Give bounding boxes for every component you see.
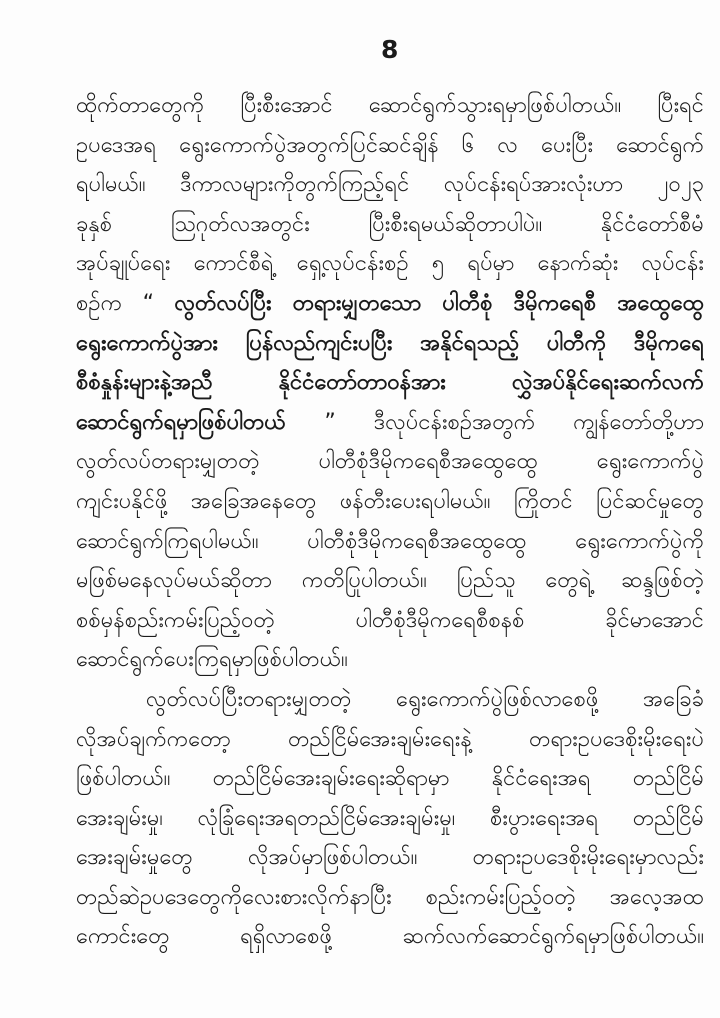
page-number: 8 [381,35,399,64]
text-line-14 [76,601,704,641]
text-line-13 [76,561,704,601]
text-line-19 [76,799,704,839]
line-text-bold: ရွေးကောက်ပွဲအား ပြန်လည်ကျင်းပပြီး အနိုင်ရသည့် ပါတီကို ဒီမိုကရေ [76,330,704,356]
line-text: မဖြစ်မနေလုပ်မယ်ဆိုတာ ကတိပြုပါတယ်။ ပြည်သူ တွေရဲ့ ဆန္ဒဖြစ်တဲ့ [76,568,704,594]
line-text: အေးချမ်းမှုတွေ လိုအပ်မှာဖြစ်ပါတယ်။ တရားဥပဒေစိုးမိုးရေးမှာလည်း [76,845,704,871]
line-text: ကျင်းပနိုင်ဖို့ အခြေအနေတွေ ဖန်တီးပေးရပါမယ်။ ကြိုတင် ပြင်ဆင်မှုတွေ [76,488,704,514]
line-text: အေးချမ်းမှု၊ လုံခြုံရေးအရတည်ငြိမ်အေးချမ်းမှု၊ စီးပွားရေးအရ တည်ငြိမ် [76,805,704,831]
text-line-15-paragraph-end [76,640,704,680]
text-line-4 [76,205,704,245]
line-text: လွတ်လပ်တရားမျှတတဲ့ ပါတီစုံဒီမိုကရေစီအထွေထွေ ရွေးကောက်ပွဲ [76,449,704,475]
text-line-2 [76,126,704,166]
line-text: ဥပဒေအရ ရွေးကောက်ပွဲအတွက်ပြင်ဆင်ချိန် ၆ လ ပေးပြီး ဆောင်ရွက် [76,132,704,158]
line-text: စစ်မှန်စည်းကမ်းပြည့်ဝတဲ့ ပါတီစုံဒီမိုကရေစီစနစ် ခိုင်မာအောင် [76,607,704,633]
line-text: ” ဒီလုပ်ငန်းစဉ်အတွက် ကျွန်တော်တို့ဟာ [324,409,704,435]
text-line-1 [76,86,704,126]
text-line-20 [76,838,704,878]
text-line-22 [76,917,704,957]
line-text: ရပါမယ်။ ဒီကာလများကိုတွက်ကြည့်ရင် လုပ်ငန်းရပ်အားလုံးဟာ ၂၀၂၃ [76,172,704,198]
text-line-12 [76,522,704,562]
text-line-5 [76,244,704,284]
text-line-8-quote [76,363,704,403]
body-text [76,86,704,957]
line-text-bold: စီစံနှုန်းများနဲ့အညီ နိုင်ငံတော်တာဝန်အား လွှဲအပ်နိုင်ရေးဆက်လက် [76,370,704,396]
line-text: တည်ဆဲဥပဒေတွေကိုလေးစားလိုက်နာပြီး စည်းကမ်းပြည့်ဝတဲ့ အလေ့အထ [76,884,704,910]
line-text: ဆောင်ရွက်ပေးကြရမှာဖြစ်ပါတယ်။ [76,647,348,673]
line-text: ဆောင်ရွက်ကြရပါမယ်။ ပါတီစုံဒီမိုကရေစီအထွေထွေ ရွေးကောက်ပွဲကို [76,528,704,554]
line-text: ထိုက်တာတွေကို ပြီးစီးအောင် ဆောင်ရွက်သွားရမှာဖြစ်ပါတယ်။ ပြီးရင် [76,93,704,118]
line-text: ကောင်းတွေ ရရှိလာစေဖို့ ဆက်လက်ဆောင်ရွက်ရမှာဖြစ်ပါတယ်။ [76,924,704,950]
line-text: အုပ်ချုပ်ရေး ကောင်စီရဲ့ ရှေ့လုပ်ငန်းစဉ် ၅ ရပ်မှာ နောက်ဆုံး လုပ်ငန်း [76,251,704,277]
line-text-bold: ဆောင်ရွက်ရမှာဖြစ်ပါတယ် [76,409,325,435]
text-line-10 [76,442,704,482]
text-line-6-quote-start [76,284,704,324]
text-line-3 [76,165,704,205]
line-text-bold: လွတ်လပ်ပြီး တရားမျှတသော ပါတီစုံ ဒီမိုကရေစီ အထွေထွေ [174,290,704,316]
text-line-21 [76,878,704,918]
text-line-16-paragraph-start [76,680,704,720]
line-text: ဖြစ်ပါတယ်။ တည်ငြိမ်အေးချမ်းရေးဆိုရာမှာ နိုင်ငံရေးအရ တည်ငြိမ် [76,766,704,792]
line-text: ခုနှစ် သြဂုတ်လအတွင်း ပြီးစီးရမယ်ဆိုတာပါပဲ။ နိုင်ငံတော်စီမံ [76,211,704,237]
text-line-18 [76,759,704,799]
text-line-9-quote-end [76,403,704,443]
text-line-17 [76,720,704,760]
line-text: လွတ်လပ်ပြီးတရားမျှတတဲ့ ရွေးကောက်ပွဲဖြစ်လာစေဖို့ အခြေခံ [146,686,704,712]
text-line-11 [76,482,704,522]
line-text: စဉ်က “ [76,290,175,316]
text-line-7-quote [76,324,704,364]
line-text: လိုအပ်ချက်ကတော့ တည်ငြိမ်အေးချမ်းရေးနဲ့ တရားဥပဒေစိုးမိုးရေးပဲ [76,726,704,752]
